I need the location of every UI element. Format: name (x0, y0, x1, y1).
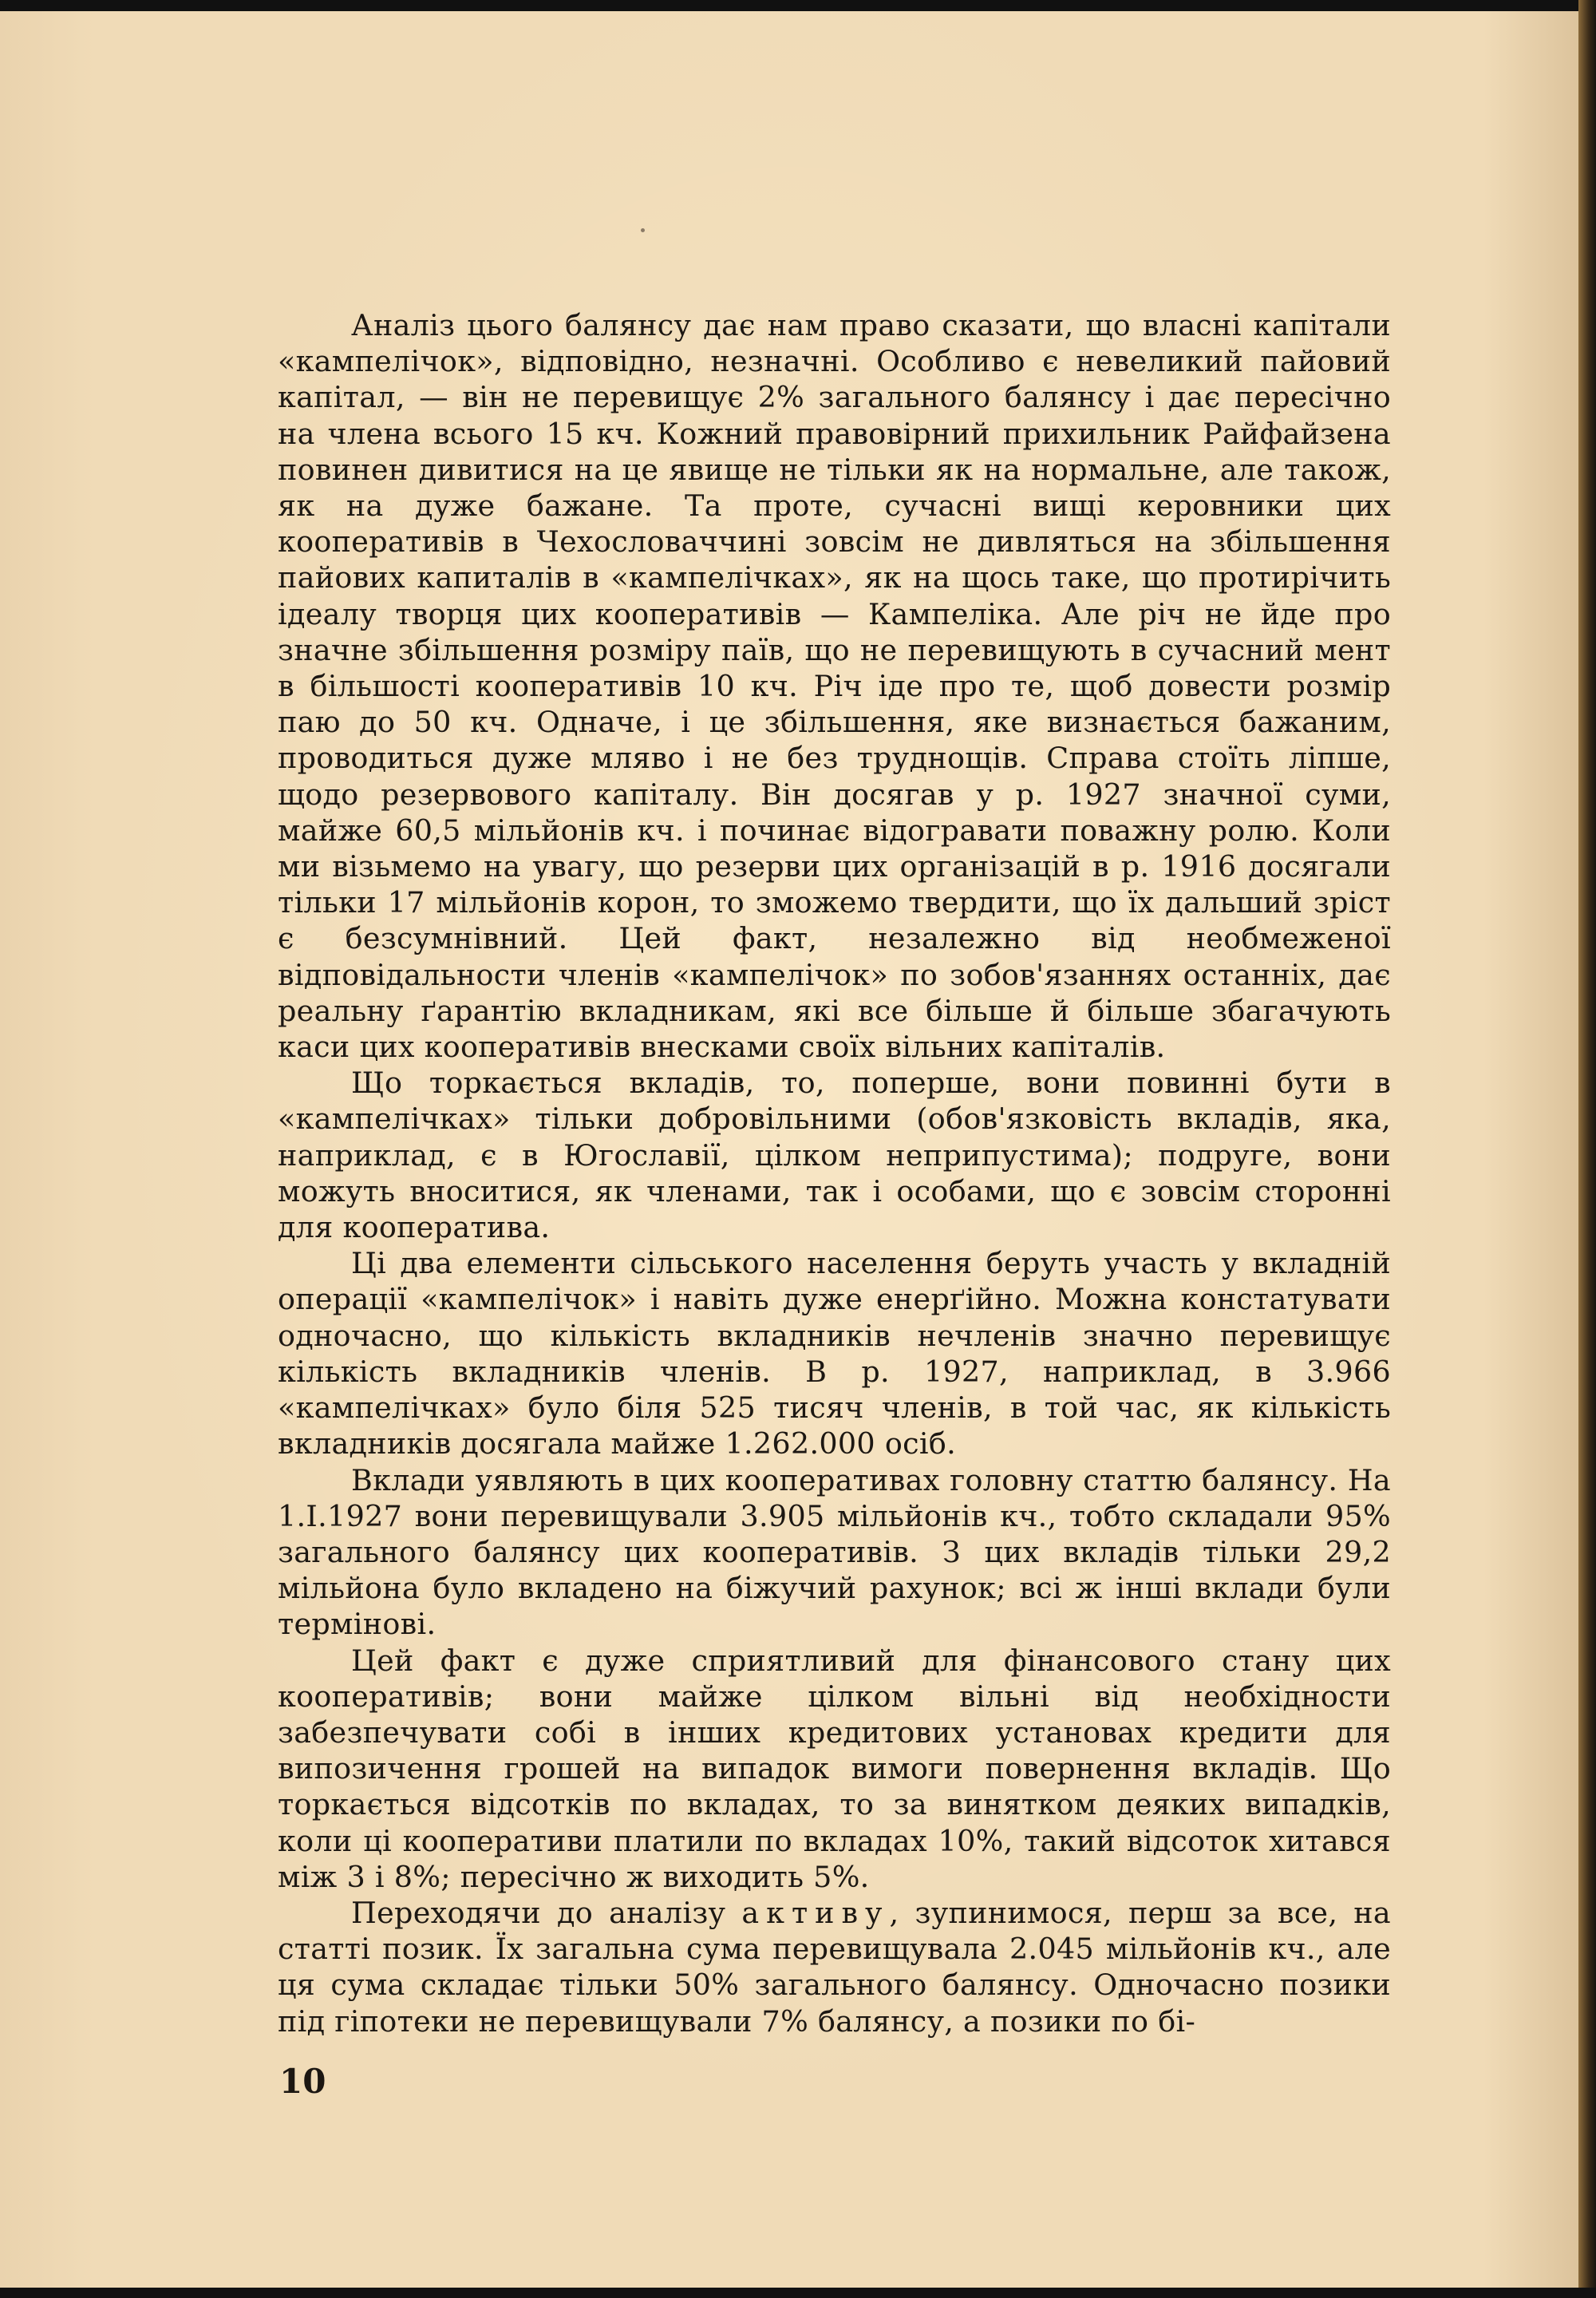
page-number: 10 (279, 2062, 326, 2101)
emphasized-term: активу (741, 1895, 890, 1930)
paragraph-2: Що торкається вкладів, то, поперше, вони повинні бути в «кампелічках» тільки добровільними (обов'язковість вкладів, яка, наприклад, є в Югославії, цілком неприпустима); подруге, вони можуть вноситися, як членами, так і особами, що є зовсім сторонні для кооператива. (278, 1066, 1391, 1245)
paragraph-6-start: Переходячи до аналізу (351, 1895, 742, 1930)
paper-speck (641, 228, 645, 232)
scan-top-border (0, 0, 1596, 11)
scan-bottom-border (0, 2288, 1596, 2298)
paragraph-6-end: , зупинимося, перш за все, на статті позик. Їх загальна сума перевищувала 2.045 мільйонів кч., але ця сума складає тільки 50% загального балянсу. Одночасно позики під гіпотеки не перевищували 7% балянсу, а позики по бі- (278, 1895, 1391, 2039)
book-spine-edge (1578, 0, 1596, 2298)
paragraph-3: Ці два елементи сільського населення беруть участь у вкладній операції «кампелічок» і навіть дуже енерґійно. Можна констатувати одночасно, що кількість вкладників нечленів значно перевищує кількість вкладників членів. В р. 1927, наприклад, в 3.966 «кампелічках» було біля 525 тисяч членів, в той час, як кількість вкладників досягала майже 1.262.000 осіб. (278, 1246, 1391, 1461)
paragraph-1: Аналіз цього балянсу дає нам право сказати, що власні капітали «кампелічок», відповідно, незначні. Особливо є невеликий пайовий капітал, — він не перевищує 2% загального балянсу і дає пересічно на члена всього 15 кч. Кожний правовірний прихильник Райфайзена повинен дивитися на це явище не тільки як на нормальне, але також, як на дуже бажане. Та проте, сучасні вищі керовники цих кооперативів в Чехословаччині зовсім не дивляться на збільшення пайових капиталів в «кампелічках», як на щось таке, що протирічить ідеалу творця цих кооперативів — Кампеліка. Але річ не йде про значне збільшення розміру паїв, що не перевищують в сучасний мент в більшості кооперативів 10 кч. Річ іде про те, щоб довести розмір паю до 50 кч. Одначе, і це збільшення, яке визнається бажаним, проводиться дуже мляво і не без труднощів. Справа стоїть ліпше, щодо резервового капіталу. Він досягав у р. 1927 значної суми, майже 60,5 мільйонів кч. і починає відогравати поважну ролю. Коли ми візьмемо на увагу, що резерви цих організацій в р. 1916 досягали тільки 17 мільйонів корон, то зможемо твердити, що їх дальший зріст є безсумнівний. Цей факт, незалежно від необмеженої відповідальности членів «кампелічок» по зобов'язаннях останніх, дає реальну ґарантію вкладникам, які все більше й більше збагачують каси цих кооперативів внесками своїх вільних капіталів. (278, 308, 1391, 1065)
paragraph-6 (278, 1895, 1391, 2039)
paragraph-5: Цей факт є дуже сприятливий для фінансового стану цих кооперативів; вони майже цілком вільні від необхідности забезпечувати собі в інших кредитових установах кредити для випозичення грошей на випадок вимоги повернення вкладів. Що торкається відсотків по вкладах, то за винятком деяких випадків, коли ці кооперативи платили по вкладах 10%, такий відсоток хитався між 3 і 8%; пересічно ж виходить 5%. (278, 1643, 1391, 1894)
body-text (278, 307, 1391, 2039)
paragraph-4: Вклади уявляють в цих кооперативах головну статтю балянсу. На 1.І.1927 вони перевищували 3.905 мільйонів кч., тобто складали 95% загального балянсу цих кооперативів. З цих вкладів тільки 29,2 мільйона було вкладено на біжучий рахунок; всі ж інші вклади були термінові. (278, 1462, 1391, 1642)
